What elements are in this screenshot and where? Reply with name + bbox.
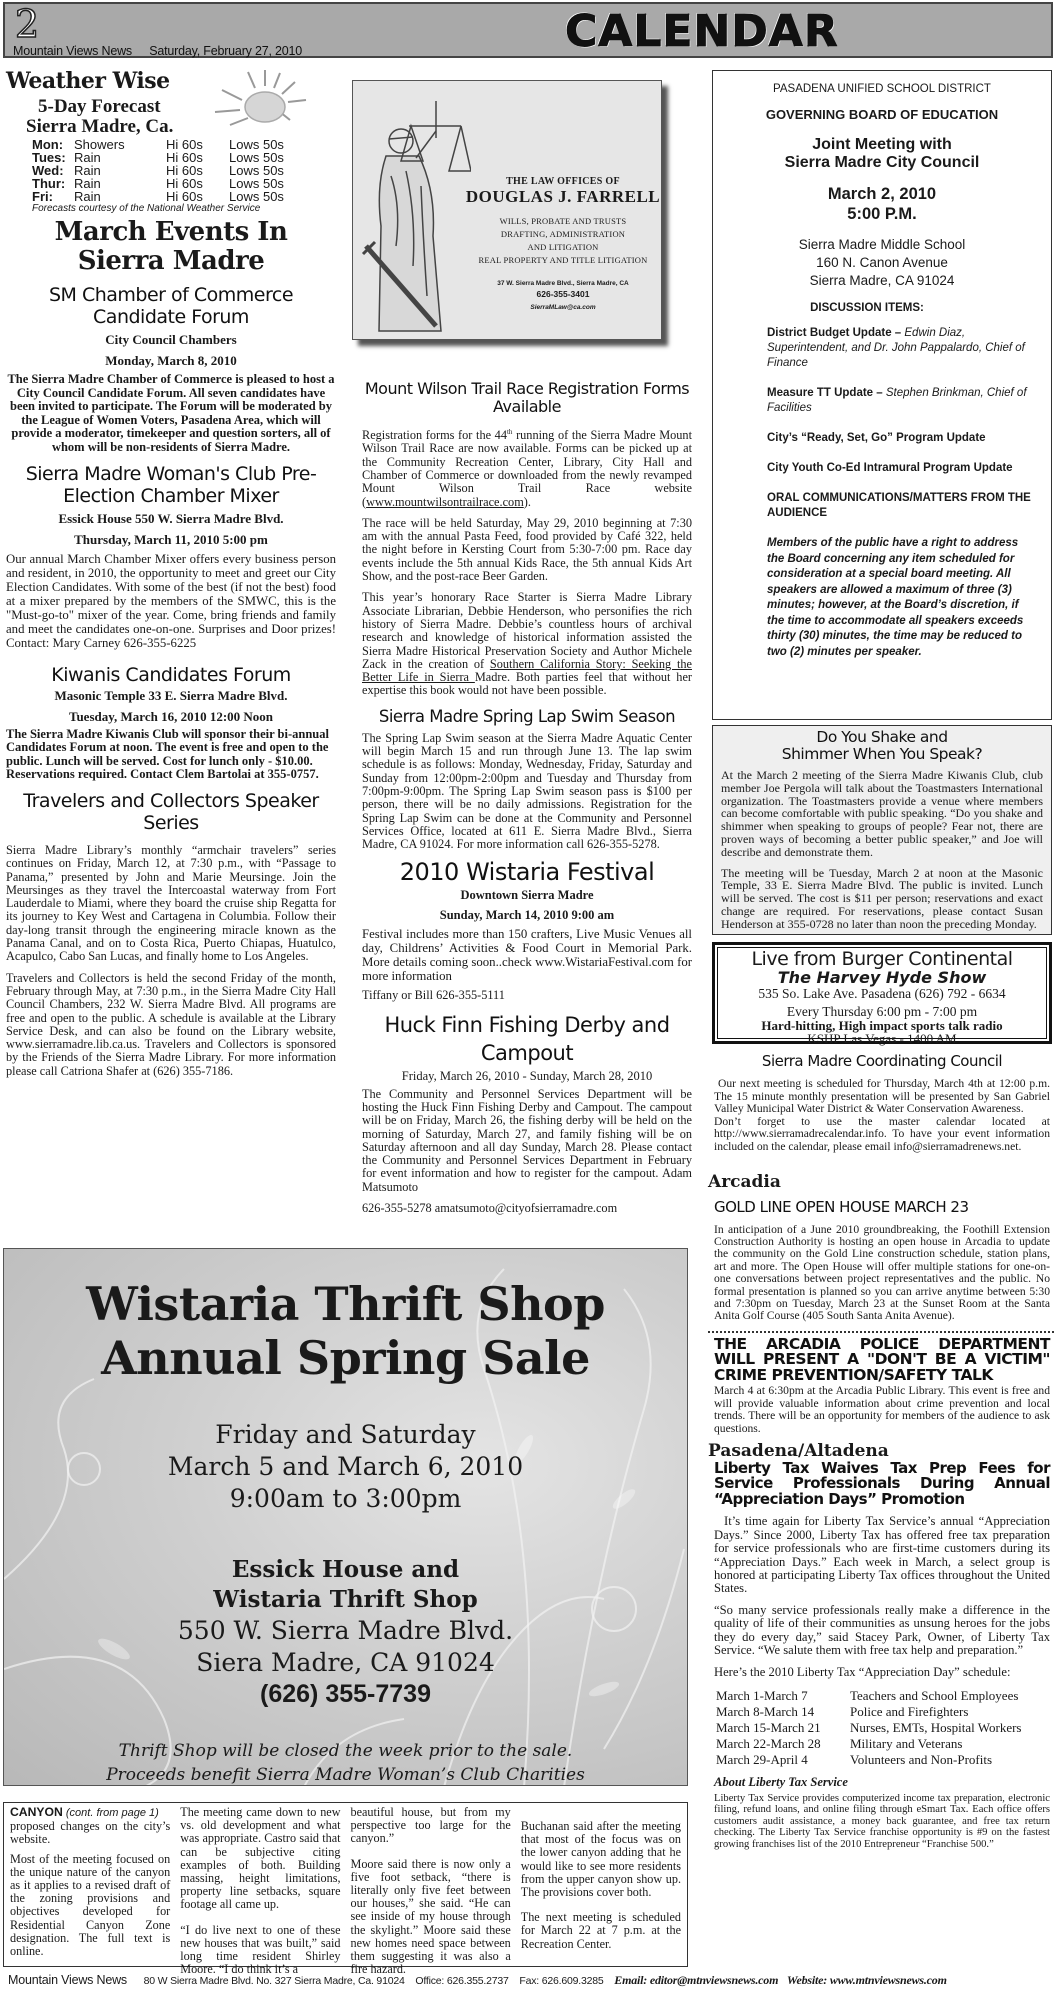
forecast-subtitle: 5-Day Forecast xyxy=(38,96,161,117)
discussion-label: DISCUSSION ITEMS: xyxy=(810,302,924,314)
footer-email-label: Email: xyxy=(614,1973,648,1987)
event-venue: Masonic Temple 33 E. Sierra Madre Blvd. xyxy=(54,687,288,703)
article-paragraph: “So many service professionals really make a difference in the quality of life of their communities as unsung heroes for the jobs they do every day,” said Stacey Park, Owner, of Liberty Tax Service. “We salute them with free tax help and preparation.” xyxy=(714,1602,1050,1658)
gold-line-article xyxy=(714,1198,1050,1323)
schedule-row: March 15-March 21 Nurses, EMTs, Hospital Workers xyxy=(716,1719,1022,1735)
lap-swim-article xyxy=(362,708,692,852)
article-title: 2010 Wistaria Festival xyxy=(399,858,655,887)
district-name: PASADENA UNIFIED SCHOOL DISTRICT xyxy=(773,83,991,95)
forecast-row: Fri: Rain Hi 60s Lows 50s xyxy=(32,189,284,204)
column-middle xyxy=(362,380,692,1223)
liberty-tax-article xyxy=(714,1458,1050,1850)
section-divider xyxy=(708,1331,1054,1333)
ad-schedule: Every Thursday 6:00 pm - 7:00 pm xyxy=(786,1004,978,1019)
discussion-item: ORAL COMMUNICATIONS/MATTERS FROM THE AUDIENCE xyxy=(767,492,1031,519)
page-footer xyxy=(8,1973,1053,1988)
sale-phone: (626) 355-7739 xyxy=(260,1680,431,1708)
schedule-row: March 8-March 14 Police and Firefighters xyxy=(716,1703,969,1719)
ad-tagline: Hard-hitting, High impact sports talk radio xyxy=(761,1018,1003,1033)
article-paragraph: Travelers and Collectors is held the second Friday of the month, February through May, at 7:30 p.m., in the Sierra Madre City Hall Council Chambers, 232 W. Sierra Madre Blvd. All programs are free and open to the public. A schedule is available at the Library Service Desk, and can also be found on the Library website, www.sierramadre.lib.ca.us. Travelers and Collectors is sponsored by the Friends of the Sierra Madre Library. For more information please call Catriona Shafer at (626) 355-7186. xyxy=(6,970,336,1078)
event-date: Monday, March 8, 2010 xyxy=(105,353,237,368)
region-heading-arcadia: Arcadia xyxy=(708,1171,781,1192)
shake-shimmer-article xyxy=(712,725,1052,935)
article-title: SM Chamber of Commerce Candidate Forum xyxy=(48,284,294,328)
footer-office-phone: Office: 626.355.2737 xyxy=(415,1975,509,1987)
article-paragraph: The race will be held Saturday, May 29, 2010 beginning at 7:30 am with the annual Pasta Feed, food provided by Café 322, held the night before in Kersting Court from 5:30-7:00 pm. Race day events include the 5th annual Kids Race, the 5th annual Kids Art Show, and the post-race Beer Garden. xyxy=(362,515,692,584)
schedule-row: March 22-March 28 Military and Veterans xyxy=(716,1735,963,1751)
ad-title: Live from Burger Continental xyxy=(751,948,1013,970)
about-body: Liberty Tax Service provides computerized income tax preparation, electronic filing, refund loans, and online filing through eSmart Tax. Each office offers customers audit assistance, a money back guarantee, and free tax return checking. The Liberty Tax Service franchise opportunity is #9 on the fastest growing franchises list of the 2010 Entrepreneur “Franchise 500.” xyxy=(714,1792,1050,1850)
footer-website-link[interactable]: www.mtnviewsnews.com xyxy=(829,1973,947,1987)
event-venue: Downtown Sierra Madre xyxy=(460,888,594,903)
event-venue: Essick House 550 W. Sierra Madre Blvd. xyxy=(58,510,284,526)
trail-race-article xyxy=(362,380,692,698)
sale-note: Thrift Shop will be closed the week prior to the sale. Proceeds benefit Sierra Madre Woman’s Club Charities xyxy=(106,1741,585,1785)
article-paragraph: At the March 2 meeting of the Sierra Madre Kiwanis Club, club member Joe Pergola will talk about the Toastmasters International organization. The Toastmasters provide a venue where members can become comfortable with public speaking. “Do you shake and shimmer when speaking to groups of people? Fear not, there are proven ways of becoming a better public speaker,” and Joe will describe and demonstrate them. xyxy=(721,768,1043,859)
discussion-item: City’s “Ready, Set, Go” Program Update xyxy=(767,432,986,444)
wistaria-festival-article xyxy=(362,859,692,1002)
law-contact: 37 W. Sierra Madre Blvd., Sierra Madre, CA 626-355-3401 SierraMLaw@ca.com xyxy=(497,280,629,311)
article-title: GOLD LINE OPEN HOUSE MARCH 23 xyxy=(714,1197,969,1216)
schedule-row: March 1-March 7 Teachers and School Employees xyxy=(716,1687,1019,1703)
schedule-intro: Here’s the 2010 Liberty Tax “Appreciation Day” schedule: xyxy=(714,1664,1011,1679)
forecast-row: Wed: Rain Hi 60s Lows 50s xyxy=(32,163,284,178)
forecast-location: Sierra Madre, Ca. xyxy=(26,116,174,137)
womans-club-article xyxy=(6,463,336,650)
forecast-row: Tues: Rain Hi 60s Lows 50s xyxy=(32,150,284,165)
book-title: Southern California Story: Seeking the Better Life in Sierra xyxy=(362,656,692,685)
article-title: Huck Finn Fishing Derby and Campout xyxy=(384,1012,670,1065)
event-date: Thursday, March 11, 2010 5:00 pm xyxy=(74,531,268,547)
article-paragraph: The meeting will be Tuesday, March 2 at noon at the Masonic Temple, 33 E. Sierra Madre Blvd. The public is invited. Lunch will be served. The cost is $11 per person; reservations and exact change are required. For reservations, please contact Susan Henderson at 355-0728 no later than noon the preceding Monday. xyxy=(721,865,1043,931)
article-paragraph: It’s time again for Liberty Tax Service’s annual “Appreciation Days.” Since 2000, Liberty Tax has offered free tax preparation for service professionals who are first-time customers during its “Appreciation Days.” Each week in March, a select group is honored at participating Liberty Tax offices throughout the United States. xyxy=(714,1514,1050,1596)
meeting-datetime: March 2, 2010 5:00 P.M. xyxy=(827,185,937,223)
discussion-items xyxy=(727,326,1037,660)
event-contact: 626-355-5278 amatsumoto@cityofsierramadre.com xyxy=(362,1201,618,1216)
article-paragraph: Don’t forget to use the master calendar located at http://www.sierramadrecalendar.info. To have your event information included on the calendar, please email info@sierramadrenews.net. xyxy=(714,1114,1050,1153)
article-body: Festival includes more than 150 crafters, Live Music Venues all day, Childrens’ Activities & Food Court in Memorial Park. More details coming soon..check www.WistariaFestival.com for more information xyxy=(362,927,692,984)
column-right-lower xyxy=(708,1052,1050,1858)
discussion-item: Measure TT Update – Stephen Brinkman, Chief of Facilities xyxy=(767,387,1027,414)
article-body: Our annual March Chamber Mixer offers every business person and resident, in 2010, the opportunity to meet and greet our City Election Candidates. With some of the best (if not the best) food at a mixer prepared by the members of the SMWC, this is the "Must-go-to" mixer of the year. Come, bring friends and family and meet the candidates one-on-one. Surprises and Door prizes! Contact: Mary Carney 626-355-6225 xyxy=(6,551,336,650)
sale-dates: Friday and Saturday March 5 and March 6, 2010 9:00am to 3:00pm xyxy=(167,1420,524,1513)
article-title: Kiwanis Candidates Forum xyxy=(51,663,291,686)
canyon-column: Buchanan said after the meeting that most of the focus was on the lower canyon adding that he would like to see more residents from the upper canyon show up. The provisions cover both. The next meeting is scheduled for March 22 at 7 p.m. at the Recreation Center. xyxy=(520,1819,681,1951)
police-talk-article xyxy=(714,1334,1050,1435)
footer-fax: Fax: 626.609.3285 xyxy=(519,1975,604,1987)
march-events-heading: March Events In Sierra Madre xyxy=(54,217,288,276)
kiwanis-forum-article xyxy=(6,664,336,782)
chamber-forum-article xyxy=(6,284,336,455)
sun-icon xyxy=(210,70,310,130)
canyon-label: CANYON xyxy=(10,1805,63,1819)
column-left xyxy=(6,68,336,1086)
board-name: GOVERNING BOARD OF EDUCATION xyxy=(765,107,999,122)
about-heading: About Liberty Tax Service xyxy=(714,1774,848,1789)
article-body: The Sierra Madre Chamber of Commerce is pleased to host a City Council Candidate Forum. All seven candidates have been invited to participate. The Forum will be moderated by the League of Women Voters, Pasadena Area, which will provide a moderator, timekeeper and question sorters, all of whom will be non-residents of Sierra Madre. xyxy=(7,372,335,454)
article-body: March 4 at 6:30pm at the Arcadia Public Library. This event is free and will provide valuable information about crime prevention and local trends. There will be an opportunity for members of the audience to ask questions. xyxy=(714,1384,1050,1435)
issue-date: Saturday, February 27, 2010 xyxy=(149,44,303,58)
forecast-credit: Forecasts courtesy of the National Weather Service xyxy=(32,203,261,214)
forecast-row: Thur: Rain Hi 60s Lows 50s xyxy=(32,176,284,191)
pusd-meeting-notice xyxy=(712,70,1052,720)
law-firm-name: DOUGLAS J. FARRELL xyxy=(465,187,661,206)
huck-finn-article xyxy=(362,1011,692,1216)
article-title: Mount Wilson Trail Race Registration Forms Available xyxy=(364,379,690,416)
article-paragraph: Our next meeting is scheduled for Thursday, March 4th at 12:00 p.m. The 15 minute monthly presentation will be presented by San Gabriel Valley Municipal Water District & Water Conservation Awareness. xyxy=(714,1077,1050,1116)
article-body: The Community and Personnel Services Department will be hosting the Huck Finn Fishing Derby and Campout. The campout will be on Friday, March 26, the fishing derby will be held on the morning of Saturday, March 27, and family fishing will be on Saturday afternoon and all day Sunday, March 28. Please contact the Community and Personnel Services Department in February for event information and how to register for the campout. Adam Matsumoto xyxy=(362,1086,692,1194)
thrift-title: Wistaria Thrift Shop Annual Spring Sale xyxy=(86,1277,605,1385)
trail-race-website-link[interactable]: www.mountwilsontrailrace.com xyxy=(366,494,524,509)
page-number: 2 xyxy=(15,2,40,46)
discussion-item: City Youth Co-Ed Intramural Program Update xyxy=(767,462,1013,474)
continuation-note: (cont. from page 1) xyxy=(62,1807,159,1819)
event-dates: Friday, March 26, 2010 - Sunday, March 28, 2010 xyxy=(401,1068,653,1083)
region-heading-pasadena: Pasadena/Altadena xyxy=(708,1440,889,1461)
article-body: The Spring Lap Swim season at the Sierra Madre Aquatic Center will begin March 15 and run through June 13. The lap swim schedule is as follows: Monday, Wednesday, Friday, Saturday and Sunday from 12:00pm-2:00pm and Tuesday and Thursday from 7:00pm-9:00pm. The Spring Lap Swim season pass is $100 per person, there will be no daily admissions. Registration for the Spring Lap Swim can be done at the Community and Personnel Services Office, located at 611 E. Sierra Madre Blvd., Sierra Madre, CA 91024. For more information call 626-355-5278. xyxy=(362,730,692,852)
canyon-column: CANYON (cont. from page 1) proposed changes on the city’s website. Most of the meeting focused on the unique nature of the canyon as it applies to a revised draft of the zoning provisions and objectives developed for Residential Canyon Zone designation. The full text is online. xyxy=(10,1805,171,1959)
article-body: In anticipation of a June 2010 groundbreaking, the Foothill Extension Construction Authority is hosting an open house in Arcadia to update the community on the Gold Line construction schedule, station plans, art and more. The Open House will offer multiple stations for one-on-one conversations between project representatives and the public. No formal presentation is planned so you can arrive anytime between 5:30 and 7:30pm on Tuesday, March 23 at the Sunset Room at the Santa Anita Golf Course (405 South Santa Anita Avenue). xyxy=(714,1222,1050,1323)
ad-address: 535 So. Lake Ave. Pasadena (626) 792 - 6634 xyxy=(758,986,1006,1001)
article-body: The Sierra Madre Kiwanis Club will sponsor their bi-annual Candidates Forum at noon. The event is free and open to the public. Lunch will be served. Cost for lunch only - $10.00. Reservations required. Contact Clem Bartolai at 355-0757. xyxy=(6,726,329,782)
event-contact: Tiffany or Bill 626-355-5111 xyxy=(362,988,505,1003)
canyon-column: beautiful house, but from my perspective too large for the canyon.” Moore said there is now only a five foot setback, “there is literally only five feet between our houses,” she said. “He can see inside of my house through the skylight.” Moore said these new homes need space between them suggesting it was also a fire hazard. xyxy=(350,1805,511,1977)
public-comment-note: Members of the public have a right to address the Board concerning any item scheduled for consideration at a special board meeting. All speakers are allowed a maximum of three (3) minutes; however, at the Board’s discretion, if the time to accommodate all speakers exceeds thirty (30) minutes, the time may be reduced to two (2) minutes per speaker. xyxy=(767,537,1024,658)
masthead xyxy=(3,2,1053,58)
article-title: THE ARCADIA POLICE DEPARTMENT WILL PRESENT A "DON'T BE A VICTIM" CRIME PREVENTION/SAFETY TALK xyxy=(714,1334,1050,1384)
forecast-row: Mon: Showers Hi 60s Lows 50s xyxy=(32,137,284,152)
footer-email-link[interactable]: editor@mtnviewsnews.com xyxy=(649,1973,779,1987)
meeting-location: Sierra Madre Middle School 160 N. Canon Avenue Sierra Madre, CA 91024 xyxy=(798,237,966,288)
coordinating-council-article xyxy=(714,1052,1050,1154)
article-title: Do You Shake and Shimmer When You Speak? xyxy=(781,728,983,763)
burger-continental-ad xyxy=(712,942,1052,1044)
law-office-ad xyxy=(352,80,662,340)
travelers-article xyxy=(6,790,336,1078)
sale-venue: Essick House and Wistaria Thrift Shop xyxy=(213,1556,478,1613)
ad-station: KSHP Las Vegas - 1400 AM xyxy=(807,1031,957,1046)
article-paragraph: Registration forms for the 44th running of the Sierra Madre Mount Wilson Trail Race are now available. Forms can be picked up at the Community Recreation Center, Library, City Hall and Chamber of Commerce or downloaded from the newly revamped Mount Wilson Trail Race website (www.mountwilsontrailrace.com). xyxy=(362,428,692,509)
show-name: The Harvey Hyde Show xyxy=(777,968,987,987)
event-venue: City Council Chambers xyxy=(105,332,237,347)
forecast-table xyxy=(32,138,284,203)
masthead-info xyxy=(13,44,302,58)
event-date: Sunday, March 14, 2010 9:00 am xyxy=(439,908,615,923)
article-title: Liberty Tax Waives Tax Prep Fees for Service Professionals During Annual “Appreciation Days” Promotion xyxy=(714,1458,1050,1508)
canyon-column: The meeting came down to new vs. old development and what was appropriate. Castro said that can be subjective citing examples of both. Building massing, height limitations, property line setbacks, square footage all came up. “I do live next to one of these new houses that was built,” said long time resident Shirley Moore. “I do think it’s a xyxy=(180,1805,341,1977)
lady-justice-icon xyxy=(361,96,471,336)
article-title: Travelers and Collectors Speaker Series xyxy=(23,789,319,834)
schedule-row: March 29-April 4 Volunteers and Non-Profits xyxy=(716,1751,993,1767)
meeting-title: Joint Meeting with Sierra Madre City Council xyxy=(784,136,980,171)
article-paragraph: This year’s honorary Race Starter is Sierra Madre Library Associate Librarian, Debbie Henderson, who personifies the rich history of Sierra Madre. Debbie’s countless hours of archival research and knowledge of historical information assisted the Sierra Madre Historical Preservation Society and Author Michele Zack in the creation of Southern California Story: Seeking the Better Life in Sierra Madre. Both parties feel that without her expertise this book would not have been possible. xyxy=(362,590,693,698)
footer-website-label: Website: xyxy=(786,1973,828,1987)
thrift-shop-ad xyxy=(3,1248,688,1786)
discussion-item: District Budget Update – Edwin Diaz, Superintendent, and Dr. John Pappalardo, Chief of Finance xyxy=(767,327,1025,369)
article-paragraph: Sierra Madre Library’s monthly “armchair travelers” series continues on Friday, March 12, at 7:30 p.m., with “Passage to Panama,” presented by John and Marie Meursinge. Join the Meursinges as they travel the Intercoastal waterway from Fort Lauderdale to Miami, where they board the cruise ship Regatta for its journey to Key West and Cartagena in Columbia. Follow their day-long transit through the engineering miracle known as the Panama Canal, and on to Costa Rica, Puerto Chiapas, Huatulco, Acapulco, Cabo San Lucas, and finally home to Los Angeles. xyxy=(6,842,336,964)
footer-brand: Mountain Views News xyxy=(8,1973,127,1987)
article-title: Sierra Madre Coordinating Council xyxy=(761,1052,1003,1070)
publication-name: Mountain Views News xyxy=(13,44,132,58)
weather-title: Weather Wise xyxy=(6,68,170,94)
section-title: CALENDAR xyxy=(565,6,839,57)
event-date: Tuesday, March 16, 2010 12:00 Noon xyxy=(68,708,274,724)
law-office-text: THE LAW OFFICES OF DOUGLAS J. FARRELL WILLS, PROBATE AND TRUSTS DRAFTING, ADMINISTRATION AND LITIGATION REAL PROPERTY AND TITLE LITIGATION 37 W. Sierra Madre Blvd., Sierra Madre, CA 626-355-3401 SierraMLaw@ca.com xyxy=(463,176,662,313)
canyon-continuation-article xyxy=(3,1802,688,1977)
article-title: Sierra Madre Woman's Club Pre-Election Chamber Mixer xyxy=(25,462,317,507)
sale-address: 550 W. Sierra Madre Blvd. Siera Madre, CA 91024 xyxy=(177,1616,514,1677)
footer-address: 80 W Sierra Madre Blvd. No. 327 Sierra Madre, Ca. 91024 xyxy=(143,1975,405,1987)
law-services: WILLS, PROBATE AND TRUSTS DRAFTING, ADMINISTRATION AND LITIGATION REAL PROPERTY AND TITLE LITIGATION xyxy=(478,216,648,265)
appreciation-schedule xyxy=(714,1687,1023,1769)
article-title: Sierra Madre Spring Lap Swim Season xyxy=(378,706,676,726)
